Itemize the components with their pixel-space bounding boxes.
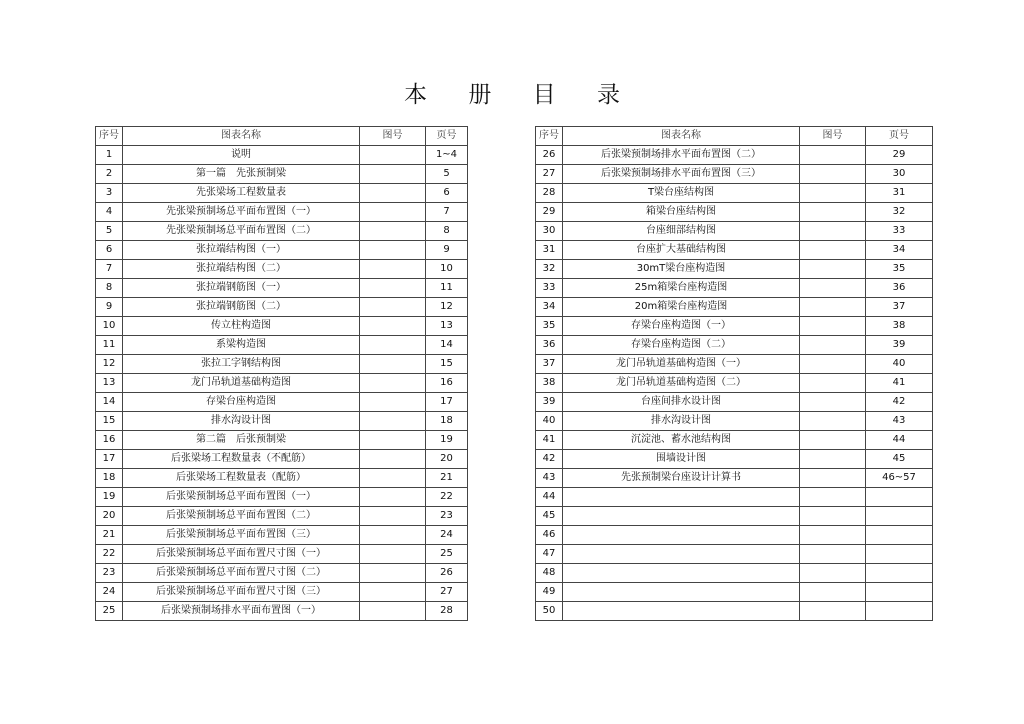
cell-page: 1~4 <box>426 146 468 165</box>
cell-name: 张拉工字钢结构图 <box>123 355 360 374</box>
cell-page: 37 <box>866 298 933 317</box>
cell-fig <box>800 222 866 241</box>
cell-seq: 44 <box>536 488 563 507</box>
cell-seq: 42 <box>536 450 563 469</box>
cell-fig <box>360 393 426 412</box>
table-row <box>96 222 468 241</box>
cell-page: 5 <box>426 165 468 184</box>
cell-fig <box>360 412 426 431</box>
cell-seq: 5 <box>96 222 123 241</box>
cell-seq: 22 <box>96 545 123 564</box>
cell-fig <box>360 355 426 374</box>
cell-page: 19 <box>426 431 468 450</box>
table-row <box>536 602 933 621</box>
header-name: 图表名称 <box>563 127 800 146</box>
cell-page <box>866 488 933 507</box>
cell-fig <box>800 298 866 317</box>
cell-seq: 37 <box>536 355 563 374</box>
cell-seq: 24 <box>96 583 123 602</box>
cell-seq: 3 <box>96 184 123 203</box>
table-row <box>536 450 933 469</box>
cell-fig <box>800 507 866 526</box>
cell-fig <box>800 260 866 279</box>
cell-seq: 15 <box>96 412 123 431</box>
cell-page <box>866 545 933 564</box>
cell-page: 33 <box>866 222 933 241</box>
cell-fig <box>800 412 866 431</box>
cell-name <box>563 602 800 621</box>
table-row <box>536 545 933 564</box>
cell-seq: 17 <box>96 450 123 469</box>
cell-name: 后张梁预制场排水平面布置图（一） <box>123 602 360 621</box>
table-row <box>96 469 468 488</box>
cell-name: 传立柱构造图 <box>123 317 360 336</box>
cell-name: 围墙设计图 <box>563 450 800 469</box>
cell-page: 29 <box>866 146 933 165</box>
cell-fig <box>800 564 866 583</box>
cell-name: T梁台座结构图 <box>563 184 800 203</box>
cell-fig <box>800 602 866 621</box>
cell-seq: 47 <box>536 545 563 564</box>
cell-name: 第二篇 后张预制梁 <box>123 431 360 450</box>
cell-name: 先张梁预制场总平面布置图（二） <box>123 222 360 241</box>
cell-seq: 29 <box>536 203 563 222</box>
cell-name: 台座细部结构图 <box>563 222 800 241</box>
cell-name: 龙门吊轨道基础构造图 <box>123 374 360 393</box>
cell-page: 27 <box>426 583 468 602</box>
cell-page: 46~57 <box>866 469 933 488</box>
cell-seq: 36 <box>536 336 563 355</box>
cell-page: 34 <box>866 241 933 260</box>
cell-fig <box>800 526 866 545</box>
cell-name: 沉淀池、蓄水池结构图 <box>563 431 800 450</box>
cell-seq: 4 <box>96 203 123 222</box>
table-row <box>536 222 933 241</box>
table-row <box>96 602 468 621</box>
cell-name: 存梁台座构造图（二） <box>563 336 800 355</box>
cell-fig <box>360 298 426 317</box>
cell-name: 系梁构造图 <box>123 336 360 355</box>
cell-fig <box>800 545 866 564</box>
cell-page: 26 <box>426 564 468 583</box>
table-row <box>536 203 933 222</box>
cell-page <box>866 583 933 602</box>
table-row <box>96 336 468 355</box>
cell-seq: 43 <box>536 469 563 488</box>
cell-seq: 48 <box>536 564 563 583</box>
cell-name: 台座间排水设计图 <box>563 393 800 412</box>
cell-name: 龙门吊轨道基础构造图（二） <box>563 374 800 393</box>
cell-seq: 14 <box>96 393 123 412</box>
cell-fig <box>360 260 426 279</box>
cell-name <box>563 583 800 602</box>
table-row <box>96 488 468 507</box>
cell-page: 41 <box>866 374 933 393</box>
table-row <box>536 317 933 336</box>
cell-page: 9 <box>426 241 468 260</box>
cell-page: 36 <box>866 279 933 298</box>
cell-page: 43 <box>866 412 933 431</box>
table-row <box>536 488 933 507</box>
cell-page: 6 <box>426 184 468 203</box>
cell-name: 25m箱梁台座构造图 <box>563 279 800 298</box>
cell-name <box>563 488 800 507</box>
cell-fig <box>800 431 866 450</box>
table-row <box>536 146 933 165</box>
cell-name: 后张梁预制场排水平面布置图（三） <box>563 165 800 184</box>
cell-seq: 50 <box>536 602 563 621</box>
header-name: 图表名称 <box>123 127 360 146</box>
cell-fig <box>360 450 426 469</box>
table-row <box>96 526 468 545</box>
cell-fig <box>360 431 426 450</box>
header-fig: 图号 <box>360 127 426 146</box>
table-row <box>96 412 468 431</box>
cell-name <box>563 545 800 564</box>
cell-fig <box>800 146 866 165</box>
table-row <box>536 431 933 450</box>
cell-seq: 12 <box>96 355 123 374</box>
cell-fig <box>800 336 866 355</box>
cell-page: 44 <box>866 431 933 450</box>
cell-seq: 18 <box>96 469 123 488</box>
table-row <box>96 203 468 222</box>
cell-fig <box>360 488 426 507</box>
cell-name: 后张梁预制场总平面布置图（二） <box>123 507 360 526</box>
cell-fig <box>800 184 866 203</box>
header-seq: 序号 <box>536 127 563 146</box>
table-row <box>96 355 468 374</box>
table-row <box>536 355 933 374</box>
cell-page <box>866 602 933 621</box>
cell-fig <box>360 507 426 526</box>
cell-name: 20m箱梁台座构造图 <box>563 298 800 317</box>
cell-page: 7 <box>426 203 468 222</box>
cell-fig <box>800 583 866 602</box>
cell-fig <box>360 146 426 165</box>
table-row <box>536 393 933 412</box>
cell-fig <box>800 450 866 469</box>
table-row <box>536 241 933 260</box>
table-row <box>536 336 933 355</box>
cell-fig <box>800 317 866 336</box>
table-row <box>96 450 468 469</box>
cell-fig <box>360 545 426 564</box>
header-page: 页号 <box>866 127 933 146</box>
cell-page: 30 <box>866 165 933 184</box>
cell-name: 台座扩大基础结构图 <box>563 241 800 260</box>
cell-seq: 7 <box>96 260 123 279</box>
cell-page: 42 <box>866 393 933 412</box>
cell-fig <box>800 374 866 393</box>
cell-fig <box>360 583 426 602</box>
cell-page: 45 <box>866 450 933 469</box>
cell-fig <box>800 469 866 488</box>
cell-name: 张拉端结构图（一） <box>123 241 360 260</box>
cell-seq: 41 <box>536 431 563 450</box>
cell-fig <box>360 203 426 222</box>
table-row <box>96 241 468 260</box>
cell-seq: 16 <box>96 431 123 450</box>
cell-name: 后张梁预制场总平面布置尺寸图（三） <box>123 583 360 602</box>
cell-name: 后张梁预制场总平面布置尺寸图（二） <box>123 564 360 583</box>
cell-name: 张拉端结构图（二） <box>123 260 360 279</box>
cell-page: 31 <box>866 184 933 203</box>
cell-page: 24 <box>426 526 468 545</box>
table-row <box>536 564 933 583</box>
table-row <box>96 165 468 184</box>
cell-seq: 9 <box>96 298 123 317</box>
cell-fig <box>800 203 866 222</box>
cell-name: 先张预制梁台座设计计算书 <box>563 469 800 488</box>
cell-page <box>866 507 933 526</box>
cell-fig <box>800 393 866 412</box>
cell-seq: 49 <box>536 583 563 602</box>
table-row <box>96 146 468 165</box>
cell-page: 20 <box>426 450 468 469</box>
cell-fig <box>360 279 426 298</box>
cell-seq: 25 <box>96 602 123 621</box>
cell-page: 39 <box>866 336 933 355</box>
table-row <box>96 431 468 450</box>
table-row <box>96 564 468 583</box>
cell-name: 先张梁预制场总平面布置图（一） <box>123 203 360 222</box>
table-header-row <box>96 127 468 146</box>
cell-page: 8 <box>426 222 468 241</box>
table-row <box>96 298 468 317</box>
cell-seq: 8 <box>96 279 123 298</box>
header-page: 页号 <box>426 127 468 146</box>
cell-seq: 31 <box>536 241 563 260</box>
cell-fig <box>360 602 426 621</box>
cell-page: 22 <box>426 488 468 507</box>
cell-name: 存梁台座构造图（一） <box>563 317 800 336</box>
cell-seq: 26 <box>536 146 563 165</box>
cell-seq: 32 <box>536 260 563 279</box>
table-row <box>96 184 468 203</box>
toc-table-left <box>95 126 468 621</box>
cell-page: 28 <box>426 602 468 621</box>
cell-page: 38 <box>866 317 933 336</box>
table-row <box>536 298 933 317</box>
table-header-row <box>536 127 933 146</box>
cell-name: 后张梁预制场总平面布置尺寸图（一） <box>123 545 360 564</box>
cell-seq: 21 <box>96 526 123 545</box>
cell-name: 后张梁场工程数量表（配筋） <box>123 469 360 488</box>
cell-page: 25 <box>426 545 468 564</box>
table-row <box>536 507 933 526</box>
table-row <box>536 412 933 431</box>
cell-seq: 1 <box>96 146 123 165</box>
cell-seq: 30 <box>536 222 563 241</box>
cell-name: 后张梁场工程数量表（不配筋） <box>123 450 360 469</box>
cell-page: 32 <box>866 203 933 222</box>
cell-page: 21 <box>426 469 468 488</box>
cell-page: 40 <box>866 355 933 374</box>
table-row <box>96 260 468 279</box>
cell-name: 说明 <box>123 146 360 165</box>
cell-fig <box>360 374 426 393</box>
cell-fig <box>800 165 866 184</box>
table-row <box>96 545 468 564</box>
cell-fig <box>800 355 866 374</box>
cell-fig <box>800 279 866 298</box>
cell-seq: 13 <box>96 374 123 393</box>
header-seq: 序号 <box>96 127 123 146</box>
table-row <box>96 279 468 298</box>
cell-fig <box>360 526 426 545</box>
cell-seq: 40 <box>536 412 563 431</box>
cell-page: 10 <box>426 260 468 279</box>
cell-seq: 35 <box>536 317 563 336</box>
cell-fig <box>360 336 426 355</box>
cell-seq: 6 <box>96 241 123 260</box>
cell-page: 18 <box>426 412 468 431</box>
table-row <box>536 583 933 602</box>
cell-fig <box>360 564 426 583</box>
cell-page: 14 <box>426 336 468 355</box>
cell-name <box>563 507 800 526</box>
cell-fig <box>360 165 426 184</box>
header-fig: 图号 <box>800 127 866 146</box>
cell-page <box>866 526 933 545</box>
table-row <box>96 507 468 526</box>
cell-name: 先张梁场工程数量表 <box>123 184 360 203</box>
table-row <box>536 184 933 203</box>
cell-fig <box>360 469 426 488</box>
cell-name: 张拉端钢筋图（一） <box>123 279 360 298</box>
cell-fig <box>800 241 866 260</box>
table-row <box>536 165 933 184</box>
cell-seq: 39 <box>536 393 563 412</box>
cell-name: 后张梁预制场总平面布置图（三） <box>123 526 360 545</box>
toc-table-right <box>535 126 933 621</box>
cell-name: 龙门吊轨道基础构造图（一） <box>563 355 800 374</box>
cell-seq: 23 <box>96 564 123 583</box>
cell-name: 排水沟设计图 <box>563 412 800 431</box>
cell-seq: 20 <box>96 507 123 526</box>
cell-fig <box>360 184 426 203</box>
cell-name: 后张梁预制场总平面布置图（一） <box>123 488 360 507</box>
cell-seq: 28 <box>536 184 563 203</box>
table-row <box>536 526 933 545</box>
table-row <box>96 317 468 336</box>
table-row <box>96 393 468 412</box>
cell-fig <box>360 241 426 260</box>
cell-seq: 11 <box>96 336 123 355</box>
cell-seq: 2 <box>96 165 123 184</box>
cell-seq: 38 <box>536 374 563 393</box>
cell-page: 11 <box>426 279 468 298</box>
cell-page: 13 <box>426 317 468 336</box>
page-title: 本 册 目 录 <box>404 82 637 108</box>
table-row <box>536 260 933 279</box>
cell-name: 排水沟设计图 <box>123 412 360 431</box>
cell-name: 存梁台座构造图 <box>123 393 360 412</box>
cell-page: 12 <box>426 298 468 317</box>
table-row <box>536 374 933 393</box>
cell-name: 箱梁台座结构图 <box>563 203 800 222</box>
cell-seq: 27 <box>536 165 563 184</box>
cell-name: 张拉端钢筋图（二） <box>123 298 360 317</box>
table-row <box>96 583 468 602</box>
cell-seq: 19 <box>96 488 123 507</box>
cell-name: 后张梁预制场排水平面布置图（二） <box>563 146 800 165</box>
cell-fig <box>360 317 426 336</box>
cell-page: 16 <box>426 374 468 393</box>
cell-name: 30mT梁台座构造图 <box>563 260 800 279</box>
table-row <box>536 469 933 488</box>
cell-seq: 10 <box>96 317 123 336</box>
cell-seq: 34 <box>536 298 563 317</box>
cell-page: 35 <box>866 260 933 279</box>
cell-seq: 33 <box>536 279 563 298</box>
cell-page: 23 <box>426 507 468 526</box>
cell-name <box>563 526 800 545</box>
cell-seq: 46 <box>536 526 563 545</box>
cell-page: 15 <box>426 355 468 374</box>
table-row <box>96 374 468 393</box>
cell-seq: 45 <box>536 507 563 526</box>
cell-page: 17 <box>426 393 468 412</box>
table-row <box>536 279 933 298</box>
cell-fig <box>360 222 426 241</box>
cell-name: 第一篇 先张预制梁 <box>123 165 360 184</box>
cell-fig <box>800 488 866 507</box>
cell-name <box>563 564 800 583</box>
cell-page <box>866 564 933 583</box>
